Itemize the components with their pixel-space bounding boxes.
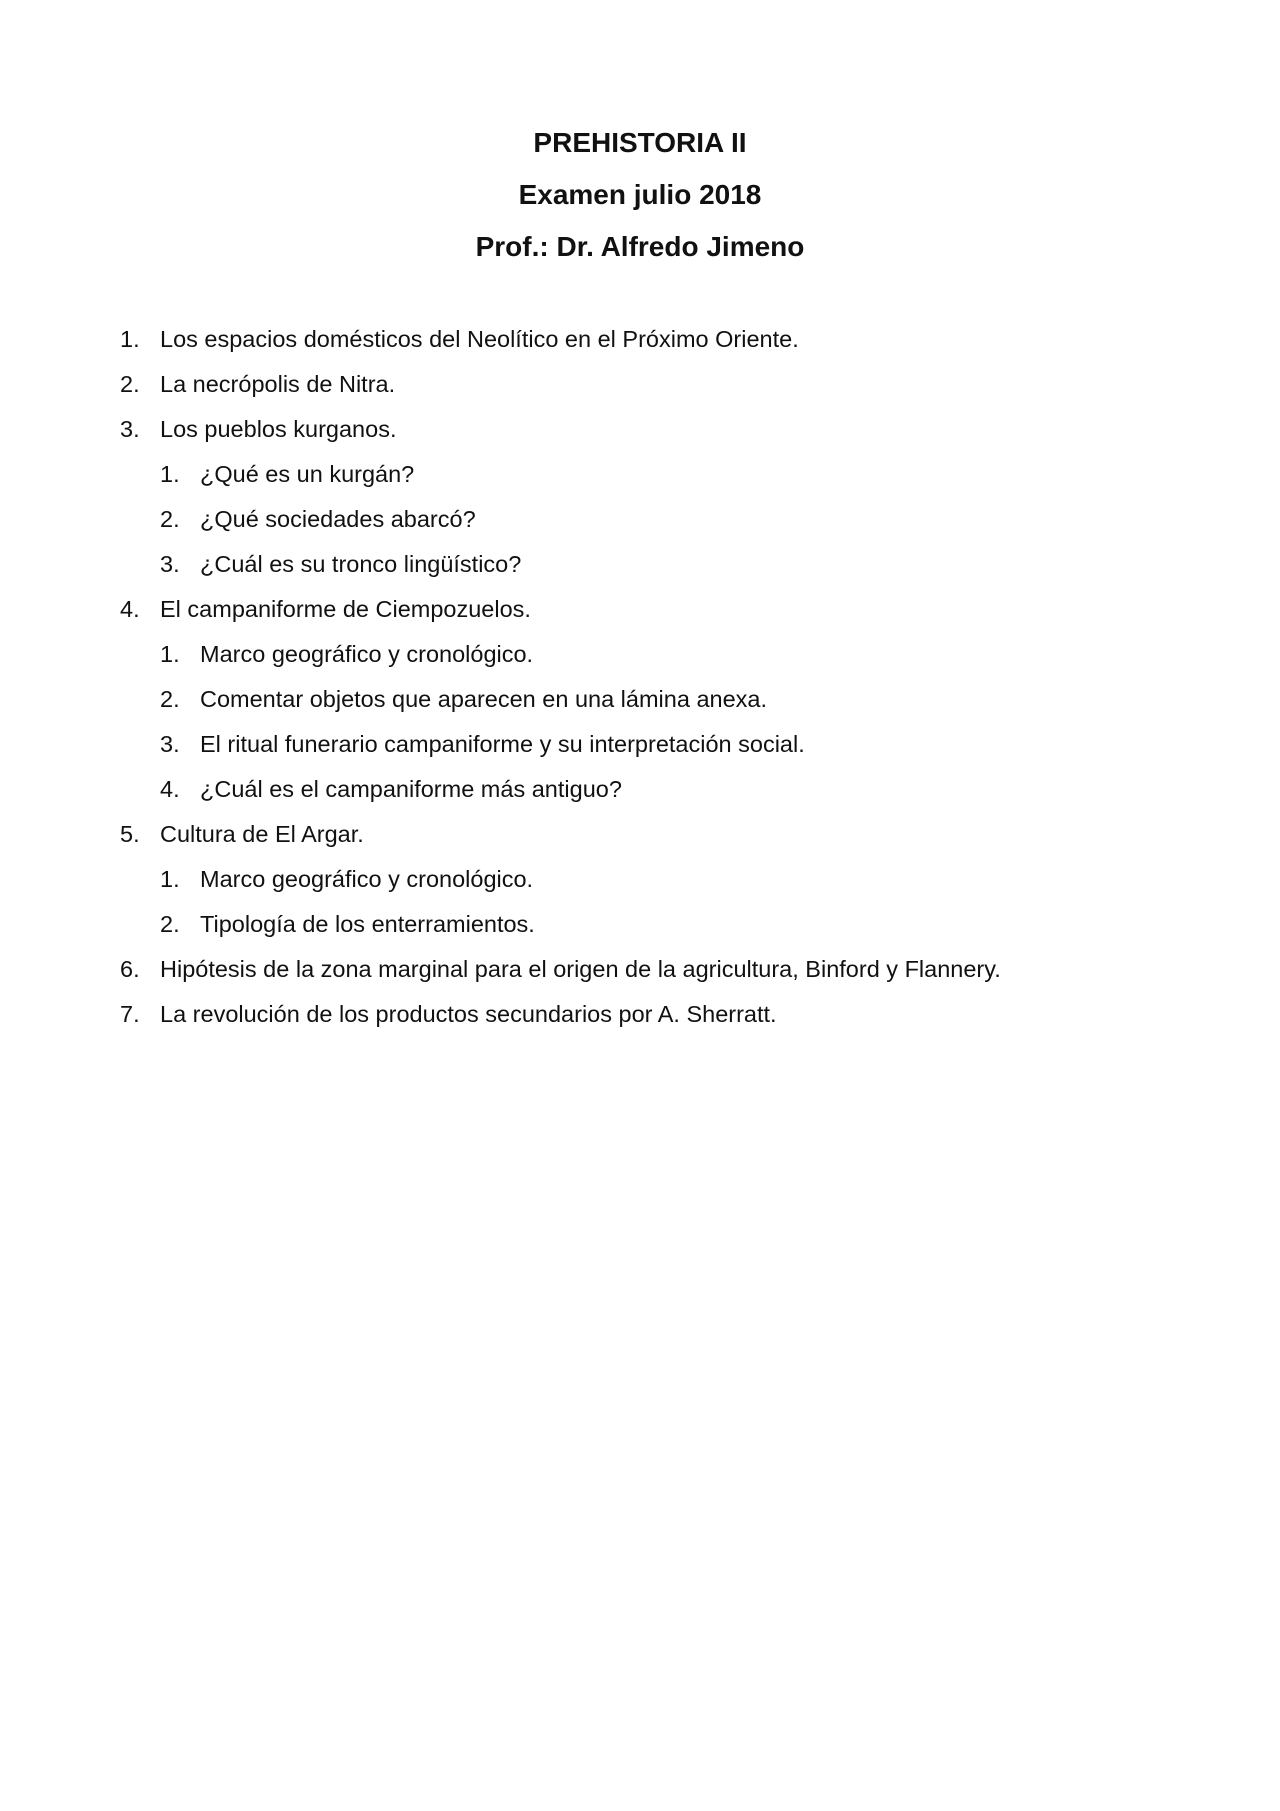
subquestion-item [160,452,1200,497]
question-number: 4. [120,596,140,622]
question-number: 3. [120,416,140,442]
question-number: 6. [120,956,140,982]
subquestion-list [120,857,1200,947]
question-item [120,362,1200,407]
question-row [120,362,1200,407]
subquestion-number: 3. [160,551,180,577]
question-item [120,812,1200,947]
subquestion-item [160,632,1200,677]
subquestion-list [120,452,1200,587]
question-text: Hipótesis de la zona marginal para el origen de la agricultura, Binford y Flannery. [160,956,1001,982]
subquestion-number: 1. [160,461,180,487]
question-text: Cultura de El Argar. [160,821,364,847]
subquestion-item [160,767,1200,812]
question-number: 5. [120,821,140,847]
question-item [120,947,1200,992]
exam-header [0,117,1280,273]
professor-name: Prof.: Dr. Alfredo Jimeno [475,231,805,262]
question-item [120,587,1200,812]
question-number: 1. [120,326,140,352]
question-row [120,407,1200,452]
question-item [120,317,1200,362]
subquestion-item [160,497,1200,542]
subquestion-item [160,857,1200,902]
subquestion-text: ¿Qué sociedades abarcó? [200,506,476,532]
subquestion-text: Comentar objetos que aparecen en una lámina anexa. [200,686,767,712]
subquestion-text: Marco geográfico y cronológico. [200,866,534,892]
subquestion-text: ¿Qué es un kurgán? [200,461,415,487]
question-list [120,317,1200,1037]
question-row [120,947,1200,992]
subquestion-text: El ritual funerario campaniforme y su interpretación social. [200,731,805,757]
subquestion-number: 1. [160,641,180,667]
question-item [120,407,1200,587]
subquestion-item [160,677,1200,722]
subquestion-number: 2. [160,686,180,712]
subquestion-number: 2. [160,506,180,532]
question-row [120,587,1200,632]
subquestion-item [160,902,1200,947]
course-title: PREHISTORIA II [533,127,747,158]
question-text: Los pueblos kurganos. [160,416,397,442]
subquestion-number: 2. [160,911,180,937]
question-row [120,812,1200,857]
subquestion-list [120,632,1200,812]
subquestion-number: 4. [160,776,180,802]
subquestion-text: ¿Cuál es su tronco lingüístico? [200,551,522,577]
question-item [120,992,1200,1037]
subquestion-text: ¿Cuál es el campaniforme más antiguo? [200,776,622,802]
question-text: La revolución de los productos secundarios por A. Sherratt. [160,1001,777,1027]
question-number: 2. [120,371,140,397]
question-text: La necrópolis de Nitra. [160,371,396,397]
exam-title: Examen julio 2018 [518,179,762,210]
subquestion-number: 1. [160,866,180,892]
subquestion-number: 3. [160,731,180,757]
question-text: Los espacios domésticos del Neolítico en el Próximo Oriente. [160,326,799,352]
subquestion-text: Marco geográfico y cronológico. [200,641,534,667]
question-text: El campaniforme de Ciempozuelos. [160,596,531,622]
subquestion-item [160,542,1200,587]
question-row [120,992,1200,1037]
question-row [120,317,1200,362]
subquestion-item [160,722,1200,767]
subquestion-text: Tipología de los enterramientos. [200,911,535,937]
question-number: 7. [120,1001,140,1027]
